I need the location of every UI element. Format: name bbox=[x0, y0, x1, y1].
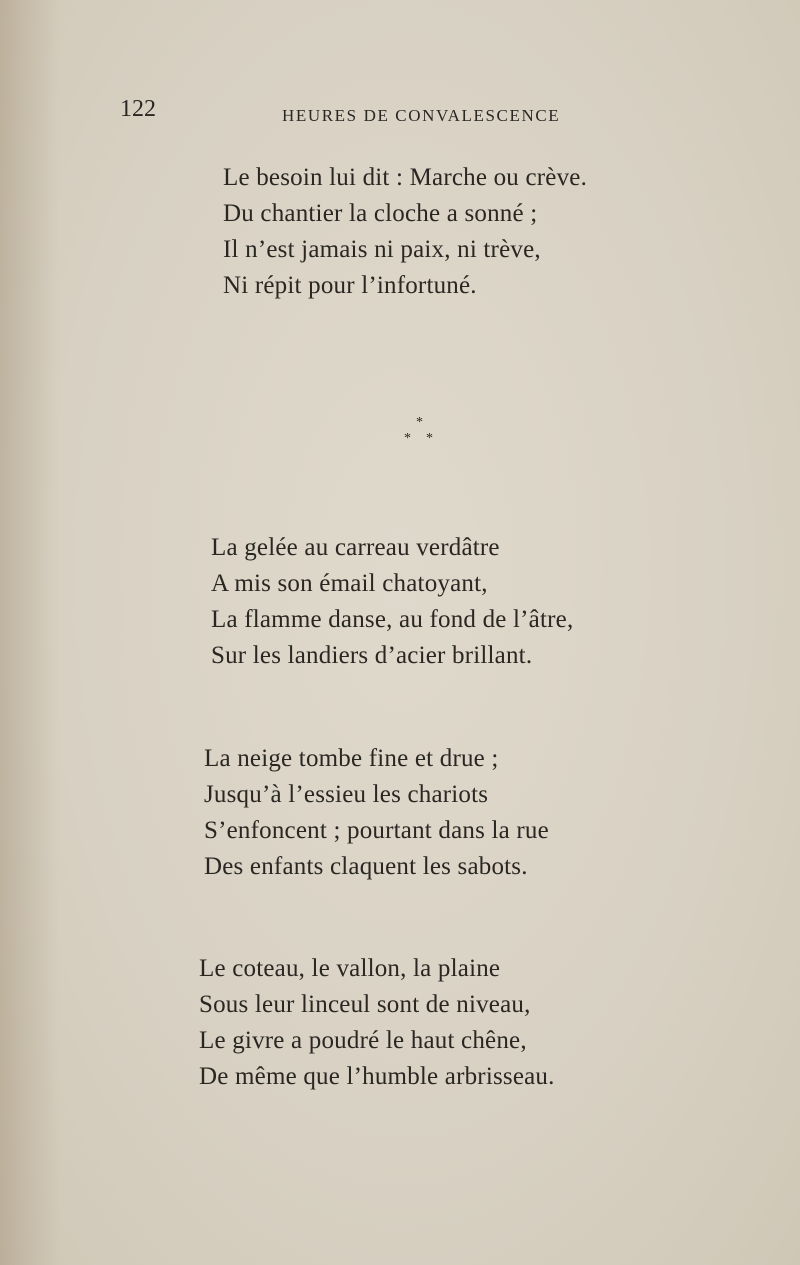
stanza-3 bbox=[204, 741, 549, 885]
verse-line: Jusqu’à l’essieu les chariots bbox=[204, 781, 489, 808]
asterism-separator bbox=[400, 416, 440, 452]
verse-line: La neige tombe fine et drue ; bbox=[204, 745, 499, 772]
verse-line: La gelée au carreau verdâtre bbox=[211, 534, 500, 561]
verse-line: De même que l’humble arbrisseau. bbox=[199, 1063, 555, 1090]
verse-line: Sous leur linceul sont de niveau, bbox=[199, 991, 531, 1018]
stanza-2 bbox=[211, 530, 573, 674]
asterisk: * bbox=[426, 431, 433, 446]
stanza-1 bbox=[223, 160, 587, 304]
asterisk: * bbox=[404, 431, 411, 446]
verse-line: Il n’est jamais ni paix, ni trève, bbox=[223, 236, 541, 263]
verse-line: Ni répit pour l’infortuné. bbox=[223, 272, 477, 299]
verse-line: Du chantier la cloche a sonné ; bbox=[223, 200, 538, 227]
page-gutter-shadow bbox=[0, 0, 60, 1265]
verse-line: Le besoin lui dit : Marche ou crève. bbox=[223, 164, 588, 191]
verse-line: Des enfants claquent les sabots. bbox=[204, 853, 528, 880]
asterisk: * bbox=[416, 415, 423, 430]
verse-line: S’enfoncent ; pourtant dans la rue bbox=[204, 817, 549, 844]
stanza-4 bbox=[199, 951, 555, 1095]
running-head: HEURES DE CONVALESCENCE bbox=[282, 106, 561, 125]
verse-line: Le givre a poudré le haut chêne, bbox=[199, 1027, 527, 1054]
verse-line: Le coteau, le vallon, la plaine bbox=[199, 955, 501, 982]
verse-line: Sur les landiers d’acier brillant. bbox=[211, 642, 533, 669]
verse-line: A mis son émail chatoyant, bbox=[211, 570, 488, 597]
verse-line: La flamme danse, au fond de l’âtre, bbox=[211, 606, 574, 633]
page-number: 122 bbox=[120, 96, 156, 122]
